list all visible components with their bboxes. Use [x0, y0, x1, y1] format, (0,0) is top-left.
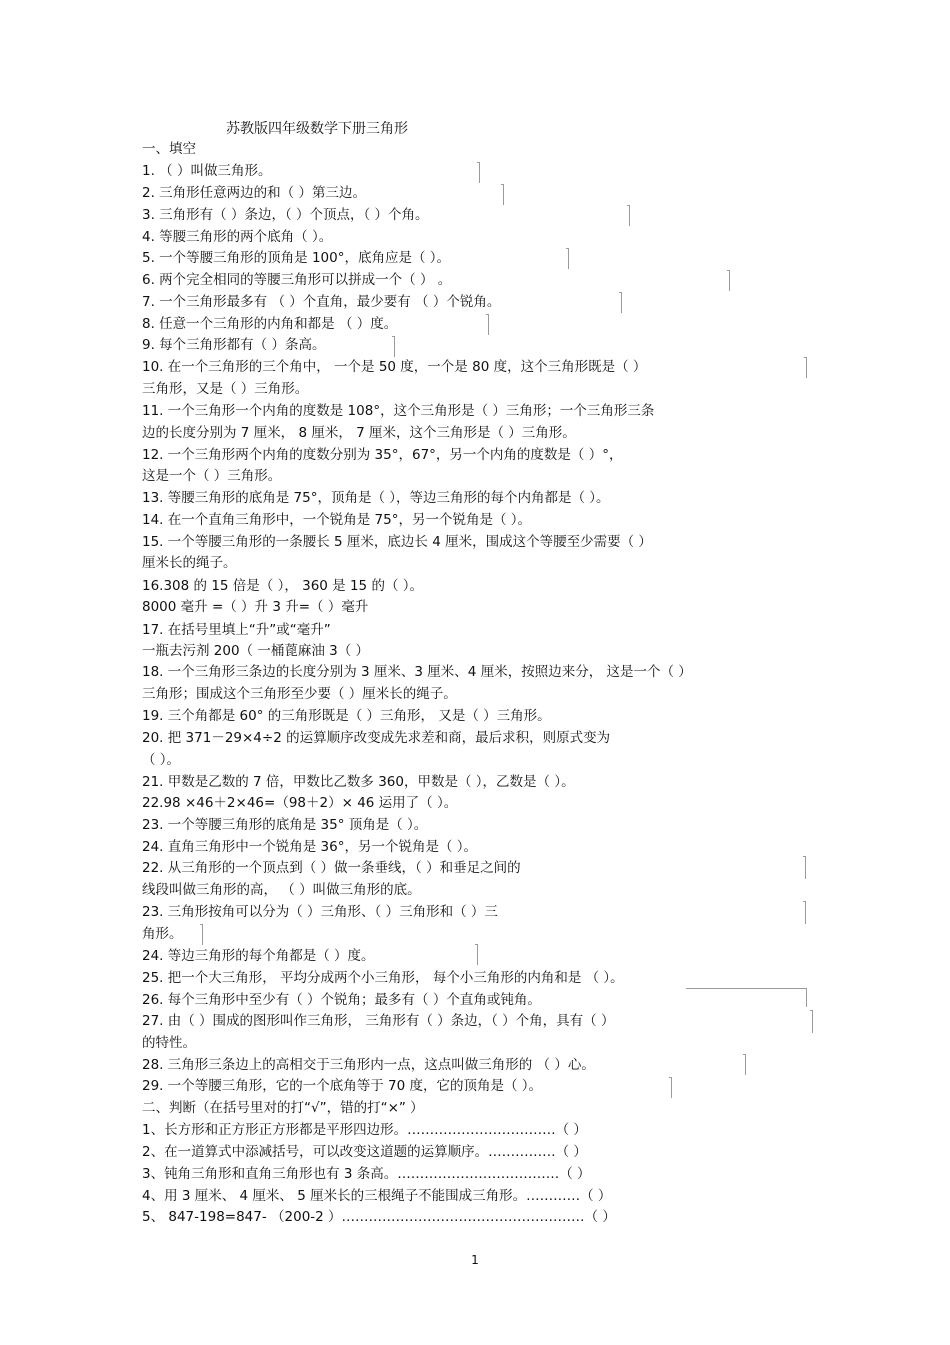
- question-line: 23. 一个等腰三角形的底角是 35° 顶角是（ ）。: [142, 817, 428, 833]
- scan-box-artifact: [669, 1077, 672, 1098]
- question-line: 4. 等腰三角形的两个底角（ ）。: [142, 229, 333, 245]
- scan-box-artifact: [804, 357, 807, 378]
- question-line: 13. 等腰三角形的底角是 75°，顶角是（ ），等边三角形的每个内角都是（ ）。: [142, 490, 610, 506]
- scan-box-artifact: [200, 924, 203, 945]
- question-line: 14. 在一个直角三角形中，一个锐角是 75°，另一个锐角是（ ）。: [142, 512, 532, 528]
- question-line: 16.308 的 15 倍是（ ）， 360 是 15 的（ ）。: [142, 578, 423, 594]
- question-line: 7. 一个三角形最多有 （ ）个直角，最少要有 （ ）个锐角。: [142, 294, 501, 310]
- question-line: 一瓶去污剂 200（ 一桶蓖麻油 3（ ）: [142, 643, 370, 659]
- question-line: 22.98 ×46＋2×46=（98＋2）× 46 运用了（ ）。: [142, 795, 458, 811]
- question-line: 的特性。: [142, 1035, 196, 1051]
- question-line: 厘米长的绳子。: [142, 555, 237, 571]
- judge-item: 3、钝角三角形和直角三角形也有 3 条高。………………………………（ ）: [142, 1166, 591, 1182]
- question-line: 23. 三角形按角可以分为（ ）三角形、（ ）三角形和（ ）三: [142, 904, 498, 920]
- question-line: 三角形，又是（ ）三角形。: [142, 381, 309, 397]
- scan-box-artifact: [810, 1010, 813, 1033]
- document-title: 苏教版四年级数学下册三角形: [226, 121, 408, 137]
- question-line: 29. 一个等腰三角形，它的一个底角等于 70 度，它的顶角是（ ）。: [142, 1078, 543, 1094]
- question-line: 10. 在一个三角形的三个角中， 一个是 50 度，一个是 80 度，这个三角形既是（ ）: [142, 359, 647, 375]
- question-line: 边的长度分别为 7 厘米， 8 厘米， 7 厘米，这个三角形是（ ）三角形。: [142, 425, 576, 441]
- scan-box-artifact: [627, 205, 630, 226]
- scan-box-artifact: [727, 270, 730, 291]
- question-line: 3. 三角形有（ ）条边，（ ）个顶点，（ ）个角。: [142, 207, 429, 223]
- question-line: 11. 一个三角形一个内角的度数是 108°，这个三角形是（ ）三角形；一个三角形三条: [142, 403, 655, 419]
- question-line: 19. 三个角都是 60° 的三角形既是（ ）三角形， 又是（ ）三角形。: [142, 708, 551, 724]
- question-line: 8. 任意一个三角形的内角和都是 （ ）度。: [142, 316, 398, 332]
- judge-item: 1、长方形和正方形正方形都是平形四边形。……………………………（ ）: [142, 1122, 587, 1138]
- scan-box-artifact: [566, 248, 569, 269]
- judge-item: 5、 847-198=847- （200-2 ）………………………………………………（ ）: [142, 1209, 616, 1225]
- question-line: 15. 一个等腰三角形的一条腰长 5 厘米，底边长 4 厘米，围成这个等腰至少需要（ ）: [142, 534, 652, 550]
- question-line: 8000 毫升 =（ ）升 3 升=（ ）毫升: [142, 599, 369, 615]
- question-line: 三角形；围成这个三角形至少要（ ）厘米长的绳子。: [142, 686, 457, 702]
- question-line: 27. 由（ ）围成的图形叫作三角形， 三角形有（ ）条边，（ ）个角，具有（ ）: [142, 1013, 615, 1029]
- question-line: 这是一个（ ）三角形。: [142, 468, 282, 484]
- question-line: 17. 在括号里填上“升”或“毫升”: [142, 622, 331, 638]
- scan-box-artifact: [803, 856, 806, 879]
- judge-item: 2、在一道算式中添减括号，可以改变这道题的运算顺序。……………（ ）: [142, 1144, 587, 1160]
- scan-box-artifact: [743, 1054, 746, 1075]
- scan-box-artifact: [501, 184, 504, 205]
- section-heading-judge: 二、判断（在括号里对的打“√”，错的打“×” ）: [142, 1100, 424, 1116]
- question-line: 24. 直角三角形中一个锐角是 36°，另一个锐角是（ ）。: [142, 839, 478, 855]
- question-line: 22. 从三角形的一个顶点到（ ）做一条垂线，（ ）和垂足之间的: [142, 860, 521, 876]
- scan-box-artifact: [475, 944, 478, 965]
- question-line: 26. 每个三角形中至少有（ ）个锐角；最多有（ ）个直角或钝角。: [142, 992, 541, 1008]
- question-line: 角形。: [142, 926, 183, 942]
- scan-box-artifact: [619, 292, 622, 313]
- question-line: 12. 一个三角形两个内角的度数分别为 35°，67°，另一个内角的度数是（ ）°，: [142, 447, 623, 463]
- page-number: 1: [471, 1253, 479, 1267]
- question-line: 1. （ ）叫做三角形。: [142, 163, 272, 179]
- question-line: 28. 三角形三条边上的高相交于三角形内一点，这点叫做三角形的 （ ）心。: [142, 1057, 595, 1073]
- section-heading-fill: 一、填空: [142, 141, 196, 157]
- question-line: 9. 每个三角形都有（ ）条高。: [142, 337, 326, 353]
- question-line: 6. 两个完全相同的等腰三角形可以拼成一个（ ） 。: [142, 272, 452, 288]
- question-line: 25. 把一个大三角形， 平均分成两个小三角形， 每个小三角形的内角和是 （ ）。: [142, 970, 624, 986]
- question-line: 24. 等边三角形的每个角都是（ ）度。: [142, 948, 375, 964]
- question-line: （ ）。: [142, 752, 181, 768]
- question-line: 2. 三角形任意两边的和（ ）第三边。: [142, 185, 366, 201]
- scan-box-artifact: [686, 988, 807, 1007]
- judge-item: 4、用 3 厘米、 4 厘米、 5 厘米长的三根绳子不能围成三角形。…………（ ）: [142, 1188, 612, 1204]
- scan-box-artifact: [477, 162, 480, 183]
- question-line: 21. 甲数是乙数的 7 倍，甲数比乙数多 360，甲数是（ ），乙数是（ ）。: [142, 774, 575, 790]
- question-line: 线段叫做三角形的高， （ ）叫做三角形的底。: [142, 882, 421, 898]
- scan-box-artifact: [486, 314, 489, 335]
- scan-box-artifact: [392, 336, 395, 357]
- scan-box-artifact: [803, 901, 806, 924]
- question-line: 5. 一个等腰三角形的顶角是 100°，底角应是（ ）。: [142, 250, 451, 266]
- question-line: 18. 一个三角形三条边的长度分别为 3 厘米、3 厘米、4 厘米，按照边来分， 这是一个（ ）: [142, 664, 692, 680]
- question-line: 20. 把 371－29×4÷2 的运算顺序改变成先求差和商，最后求积，则原式变为: [142, 730, 611, 746]
